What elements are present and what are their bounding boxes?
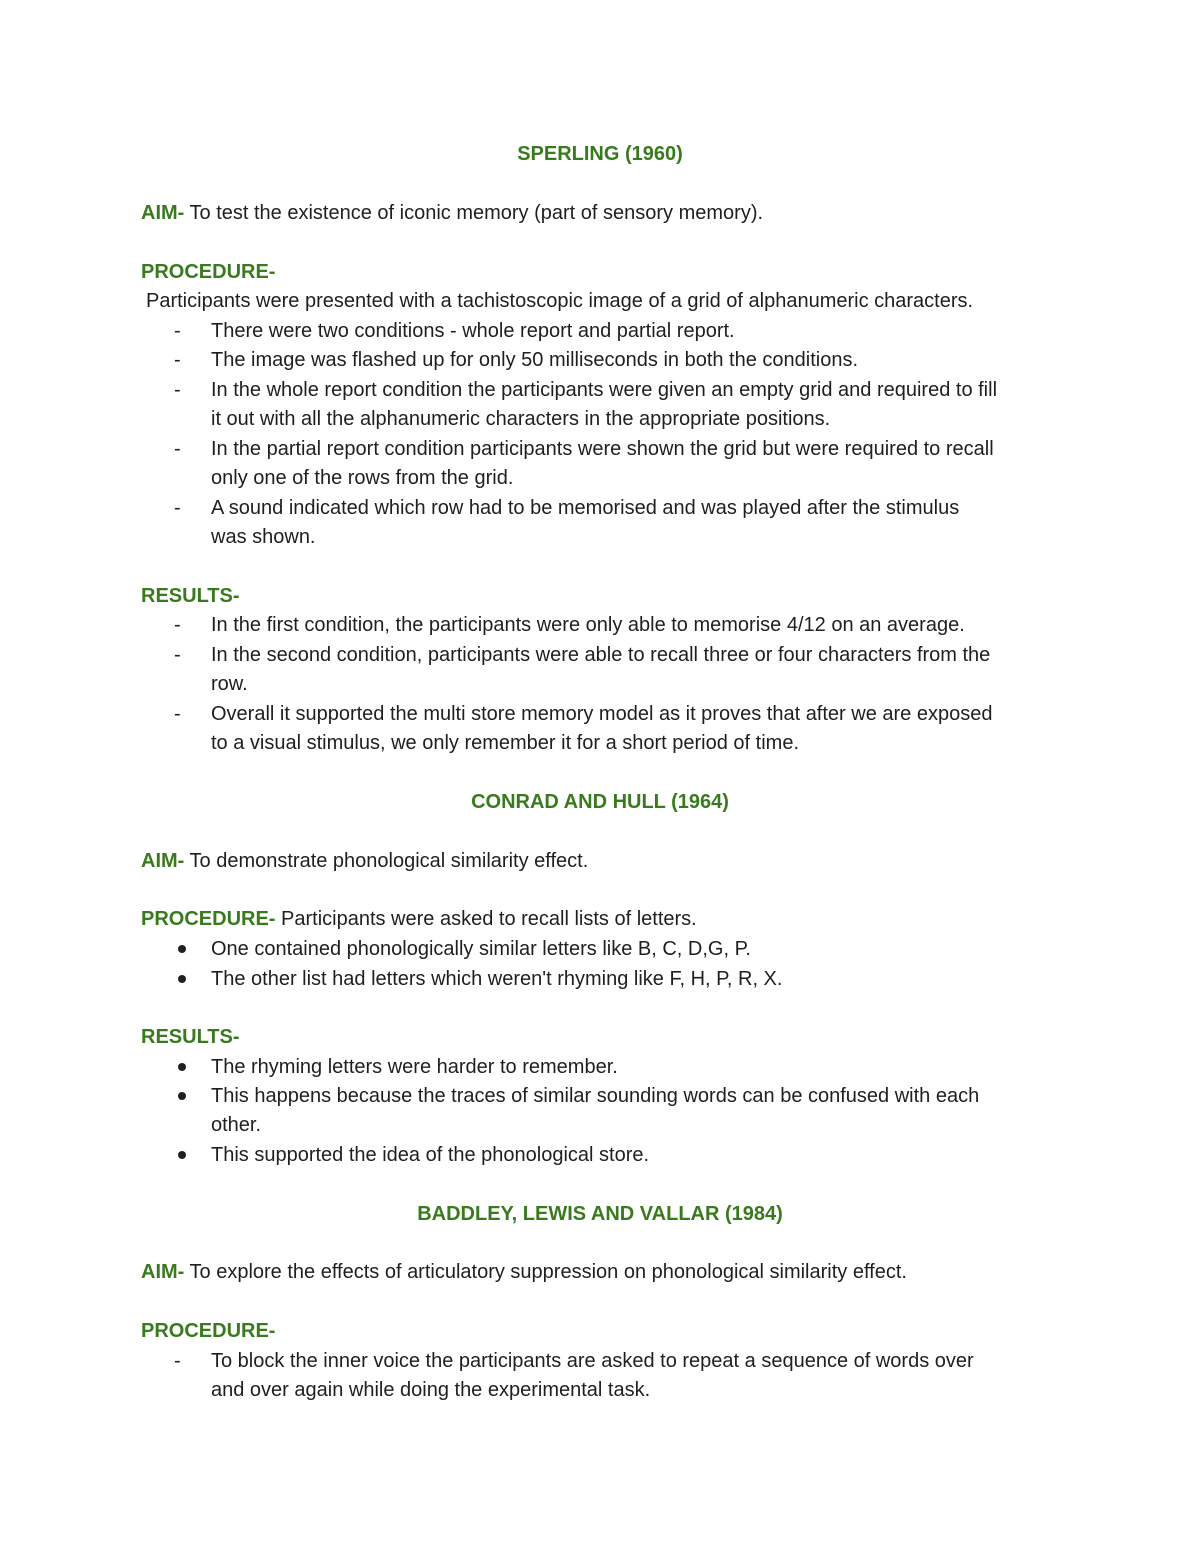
list-item: In the partial report condition participants were shown the grid but were required to recall (211, 438, 994, 460)
dash-marker: - (174, 644, 181, 666)
procedure-label: PROCEDURE- (141, 1320, 276, 1342)
aim-line (141, 847, 1070, 877)
aim-label: AIM- (141, 202, 185, 224)
bullet-icon (178, 975, 186, 983)
list-item-continued: it out with all the alphanumeric characters in the appropriate positions. (211, 408, 831, 430)
procedure-label: PROCEDURE- (141, 908, 276, 930)
aim-text: To test the existence of iconic memory (part of sensory memory). (184, 202, 764, 224)
list-item: This supported the idea of the phonological store. (211, 1144, 650, 1166)
section-title-conrad-hull: CONRAD AND HULL (1964) (471, 791, 729, 813)
procedure-intro: Participants were asked to recall lists of letters. (275, 908, 697, 930)
bullet-icon (178, 1092, 186, 1100)
procedure-label: PROCEDURE- (141, 261, 276, 283)
list-item: The image was flashed up for only 50 milliseconds in both the conditions. (211, 349, 859, 371)
dash-marker: - (174, 438, 181, 460)
dash-marker: - (174, 703, 181, 725)
list-item: A sound indicated which row had to be memorised and was played after the stimulus (211, 497, 960, 519)
results-label: RESULTS- (141, 585, 240, 607)
list-item: Overall it supported the multi store memory model as it proves that after we are exposed (211, 703, 993, 725)
dash-marker: - (174, 1350, 181, 1372)
section-title-sperling: SPERLING (1960) (517, 143, 683, 165)
list-item-continued: other. (211, 1114, 262, 1136)
list-item: In the whole report condition the participants were given an empty grid and required to fill (211, 379, 998, 401)
list-item-continued: was shown. (211, 526, 316, 548)
bullet-icon (178, 945, 186, 953)
aim-label: AIM- (141, 850, 185, 872)
bullet-icon (178, 1063, 186, 1071)
list-item: One contained phonologically similar letters like B, C, D,G, P. (211, 938, 751, 960)
aim-label: AIM- (141, 1261, 185, 1283)
section-title-baddley: BADDLEY, LEWIS AND VALLAR (1984) (417, 1203, 783, 1225)
list-item-continued: to a visual stimulus, we only remember it for a short period of time. (211, 732, 800, 754)
procedure-line (141, 905, 1070, 935)
list-item: The rhyming letters were harder to remember. (211, 1056, 618, 1078)
dash-marker: - (174, 349, 181, 371)
list-item: There were two conditions - whole report and partial report. (211, 320, 735, 342)
aim-text: To demonstrate phonological similarity effect. (184, 850, 589, 872)
list-item-continued: row. (211, 673, 248, 695)
dash-marker: - (174, 379, 181, 401)
aim-line (141, 1258, 1070, 1288)
list-item: The other list had letters which weren't rhyming like F, H, P, R, X. (211, 968, 783, 990)
list-item-continued: and over again while doing the experimental task. (211, 1379, 651, 1401)
dash-marker: - (174, 320, 181, 342)
dash-marker: - (174, 614, 181, 636)
procedure-intro: Participants were presented with a tachistoscopic image of a grid of alphanumeric characters. (146, 290, 974, 312)
bullet-icon (178, 1151, 186, 1159)
aim-text: To explore the effects of articulatory suppression on phonological similarity effect. (184, 1261, 907, 1283)
dash-marker: - (174, 497, 181, 519)
list-item: In the first condition, the participants were only able to memorise 4/12 on an average. (211, 614, 965, 636)
list-item: To block the inner voice the participants are asked to repeat a sequence of words over (211, 1350, 974, 1372)
list-item: This happens because the traces of similar sounding words can be confused with each (211, 1085, 980, 1107)
list-item-continued: only one of the rows from the grid. (211, 467, 514, 489)
list-item: In the second condition, participants were able to recall three or four characters from the (211, 644, 991, 666)
aim-line (141, 199, 1070, 229)
results-label: RESULTS- (141, 1026, 240, 1048)
